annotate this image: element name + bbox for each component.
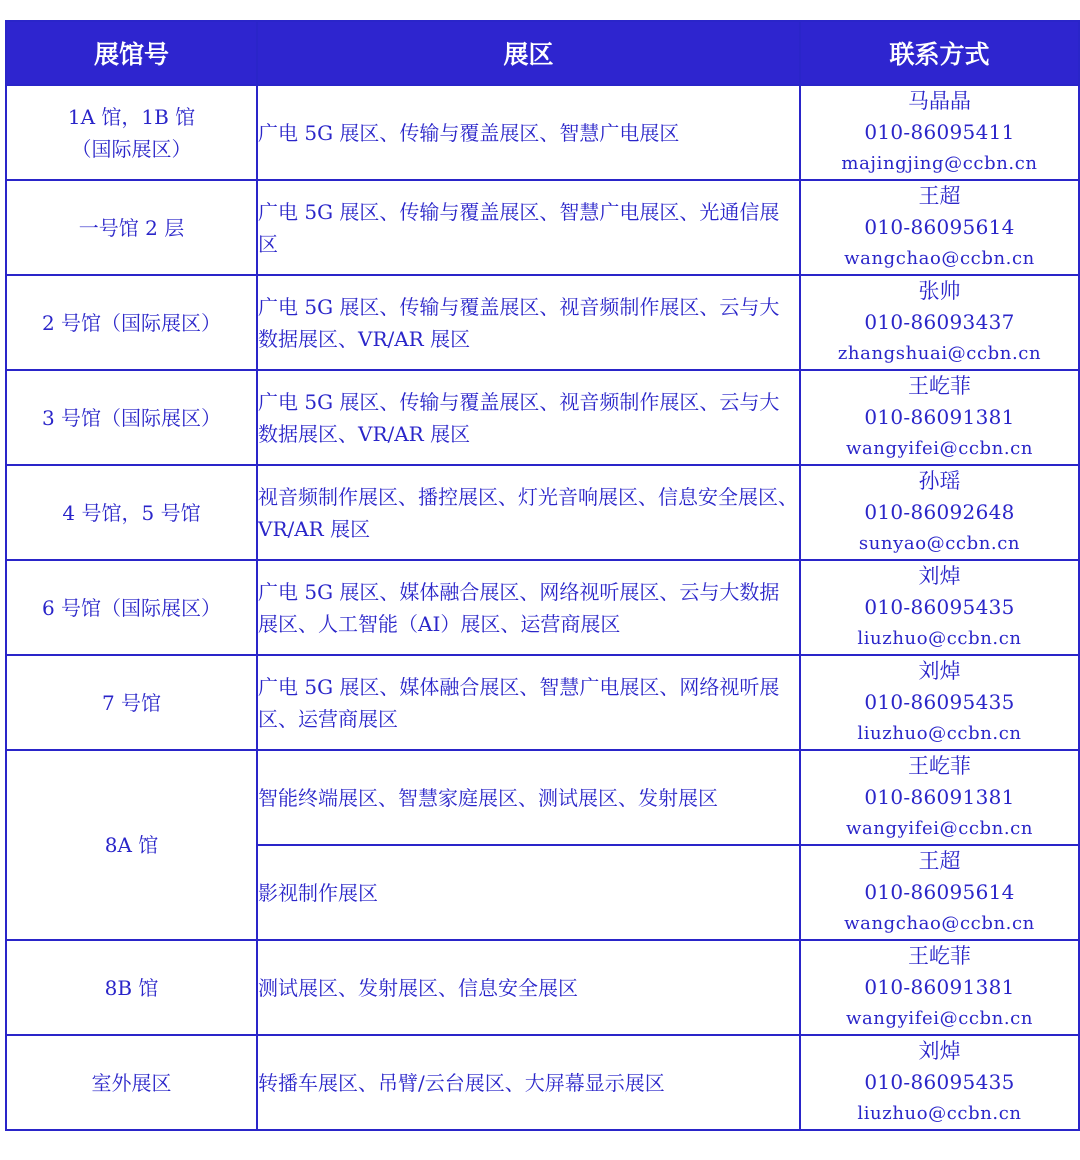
table-row	[6, 655, 1079, 750]
zone-cell: 广电 5G 展区、媒体融合展区、网络视听展区、云与大数据展区、人工智能（AI）展区、运营商展区	[257, 560, 800, 655]
contact-cell	[800, 370, 1079, 465]
contact-name: 王超	[918, 184, 961, 208]
contact-phone: 010-86091381	[864, 405, 1015, 429]
hall-cell: 室外展区	[6, 1035, 257, 1130]
contact-cell	[800, 85, 1079, 180]
zone-cell: 广电 5G 展区、媒体融合展区、智慧广电展区、网络视听展区、运营商展区	[257, 655, 800, 750]
contact-email: zhangshuai@ccbn.cn	[837, 343, 1042, 364]
contact-phone: 010-86095614	[864, 215, 1015, 239]
zone-cell: 视音频制作展区、播控展区、灯光音响展区、信息安全展区、VR/AR 展区	[257, 465, 800, 560]
table-row	[6, 750, 1079, 845]
contact-phone: 010-86095435	[864, 1070, 1015, 1094]
contact-name: 刘焯	[918, 564, 961, 588]
hall-cell: 7 号馆	[6, 655, 257, 750]
hall-cell: 6 号馆（国际展区）	[6, 560, 257, 655]
table-row	[6, 85, 1079, 180]
contact-phone: 010-86091381	[864, 785, 1015, 809]
header-contact: 联系方式	[800, 21, 1079, 85]
contact-phone: 010-86095411	[864, 120, 1015, 144]
contact-name: 王超	[918, 849, 961, 873]
zone-cell: 广电 5G 展区、传输与覆盖展区、智慧广电展区	[257, 85, 800, 180]
contact-cell	[800, 655, 1079, 750]
hall-cell: 一号馆 2 层	[6, 180, 257, 275]
hall-cell: 2 号馆（国际展区）	[6, 275, 257, 370]
table-row	[6, 180, 1079, 275]
contact-cell	[800, 1035, 1079, 1130]
contact-name: 马晶晶	[908, 89, 971, 113]
contact-name: 王屹菲	[908, 754, 971, 778]
contact-email: liuzhuo@ccbn.cn	[857, 628, 1022, 649]
contact-phone: 010-86093437	[864, 310, 1015, 334]
table-row	[6, 370, 1079, 465]
zone-cell: 智能终端展区、智慧家庭展区、测试展区、发射展区	[257, 750, 800, 845]
contact-cell	[800, 465, 1079, 560]
contact-email: wangchao@ccbn.cn	[844, 248, 1035, 269]
contact-name: 张帅	[918, 279, 961, 303]
contact-phone: 010-86092648	[864, 500, 1015, 524]
table-row	[6, 1035, 1079, 1130]
contact-email: wangchao@ccbn.cn	[844, 913, 1035, 934]
hall-cell: 8B 馆	[6, 940, 257, 1035]
hall-cell: 4 号馆，5 号馆	[6, 465, 257, 560]
exhibition-hall-table	[5, 20, 1080, 1131]
contact-phone: 010-86095435	[864, 690, 1015, 714]
table-row	[6, 560, 1079, 655]
contact-cell	[800, 845, 1079, 940]
contact-email: wangyifei@ccbn.cn	[845, 1008, 1034, 1029]
table-row	[6, 275, 1079, 370]
hall-cell: 8A 馆	[6, 750, 257, 940]
zone-cell: 影视制作展区	[257, 845, 800, 940]
contact-cell	[800, 275, 1079, 370]
contact-name: 王屹菲	[908, 944, 971, 968]
contact-email: liuzhuo@ccbn.cn	[857, 1103, 1022, 1124]
contact-name: 孙瑶	[918, 469, 961, 493]
zone-cell: 转播车展区、吊臂/云台展区、大屏幕显示展区	[257, 1035, 800, 1130]
table-row	[6, 465, 1079, 560]
contact-phone: 010-86095435	[864, 595, 1015, 619]
header-zone: 展区	[257, 21, 800, 85]
contact-email: wangyifei@ccbn.cn	[845, 438, 1034, 459]
contact-name: 刘焯	[918, 1039, 961, 1063]
contact-email: majingjing@ccbn.cn	[841, 153, 1038, 174]
header-hall: 展馆号	[6, 21, 257, 85]
contact-email: sunyao@ccbn.cn	[858, 533, 1021, 554]
contact-email: liuzhuo@ccbn.cn	[857, 723, 1022, 744]
hall-name-line1: 1A 馆，1B 馆	[67, 104, 196, 129]
contact-name: 王屹菲	[908, 374, 971, 398]
zone-cell: 测试展区、发射展区、信息安全展区	[257, 940, 800, 1035]
table-header-row	[6, 21, 1079, 85]
zone-cell: 广电 5G 展区、传输与覆盖展区、视音频制作展区、云与大数据展区、VR/AR 展区	[257, 275, 800, 370]
contact-email: wangyifei@ccbn.cn	[845, 818, 1034, 839]
table-row	[6, 940, 1079, 1035]
contact-cell	[800, 180, 1079, 275]
hall-cell	[6, 85, 257, 180]
contact-name: 刘焯	[918, 659, 961, 683]
hall-cell: 3 号馆（国际展区）	[6, 370, 257, 465]
zone-cell: 广电 5G 展区、传输与覆盖展区、视音频制作展区、云与大数据展区、VR/AR 展区	[257, 370, 800, 465]
contact-cell	[800, 750, 1079, 845]
contact-phone: 010-86091381	[864, 975, 1015, 999]
contact-cell	[800, 940, 1079, 1035]
contact-phone: 010-86095614	[864, 880, 1015, 904]
contact-cell	[800, 560, 1079, 655]
hall-name-line2: （国际展区）	[71, 136, 192, 161]
zone-cell: 广电 5G 展区、传输与覆盖展区、智慧广电展区、光通信展区	[257, 180, 800, 275]
